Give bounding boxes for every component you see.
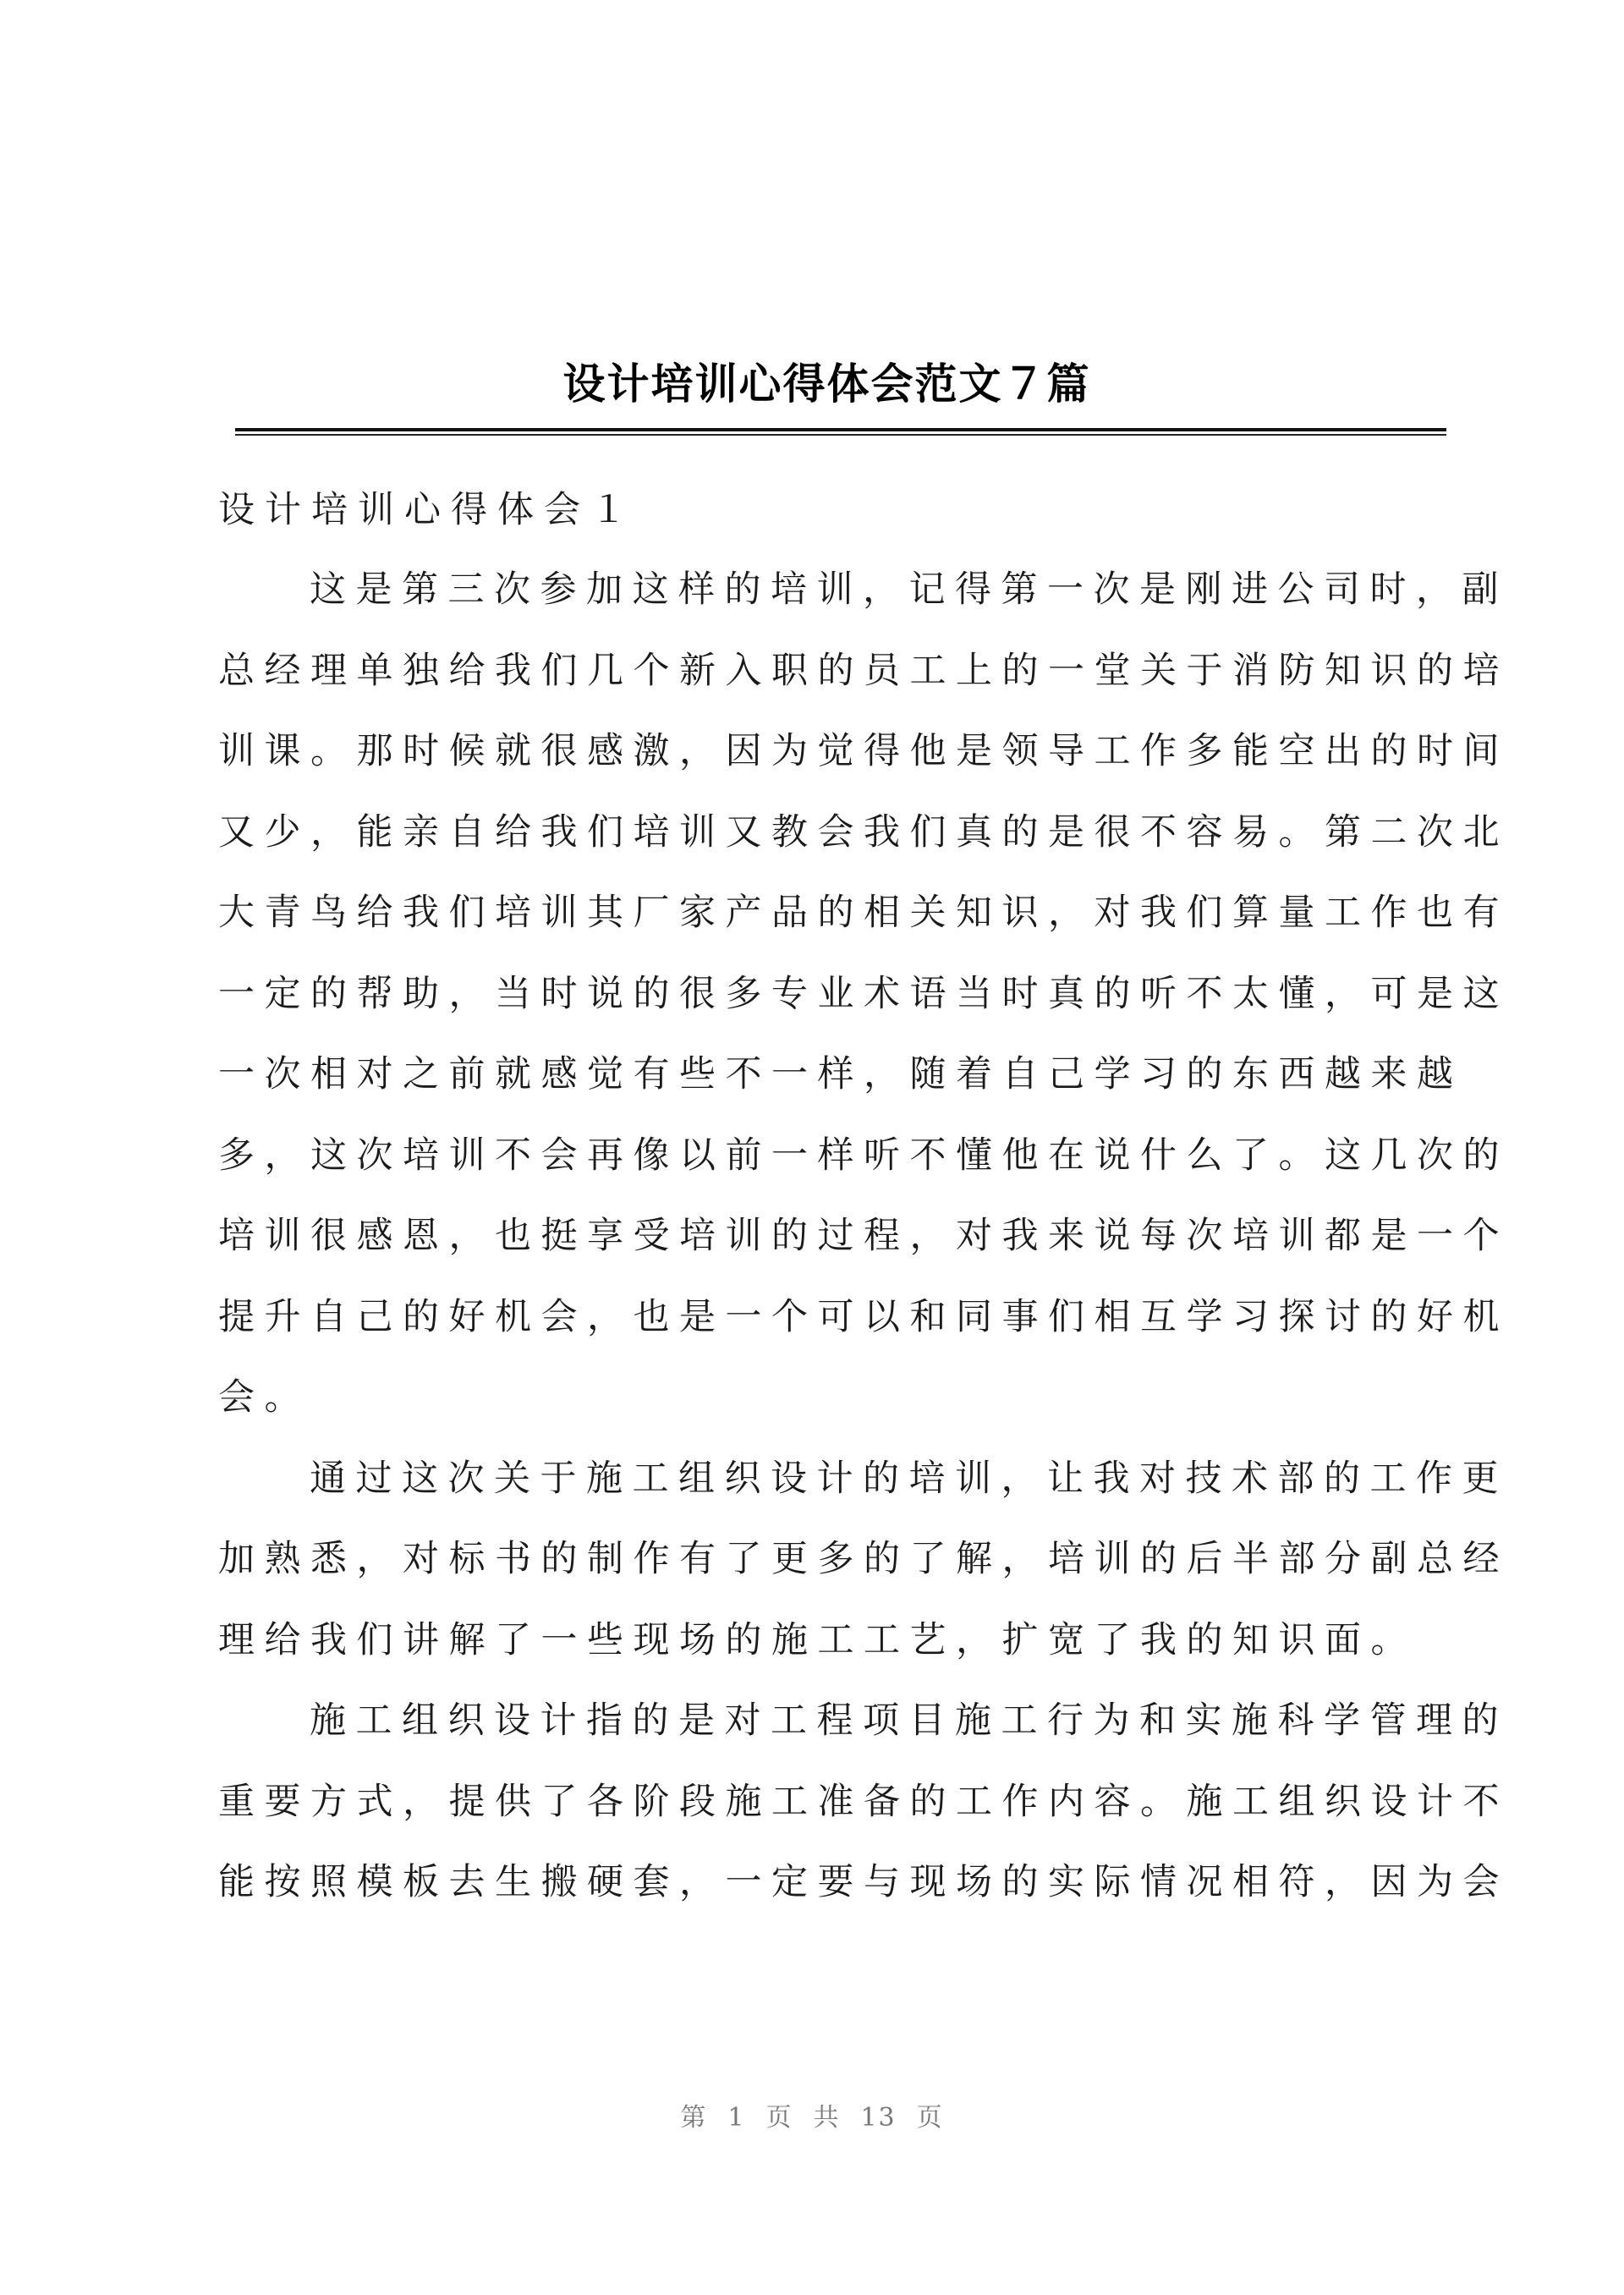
title-double-rule	[235, 428, 1446, 436]
footer-suffix: 页	[916, 2103, 944, 2133]
section-heading: 设计培训心得体会１	[218, 489, 637, 531]
text-line: 这是第三次参加这样的培训，记得第一次是刚进公司时，副	[310, 568, 1508, 611]
text-line: 训课。那时候就很感激，因为觉得他是领导工作多能空出的时间	[218, 730, 1509, 772]
footer-page-word: 页	[765, 2103, 793, 2133]
text-line: 施工组织设计指的是对工程项目施工行为和实施科学管理的	[310, 1699, 1508, 1742]
text-line: 一定的帮助，当时说的很多专业术语当时真的听不太懂，可是这	[218, 972, 1509, 1015]
text-line: 会。	[218, 1376, 310, 1419]
paragraph-3	[218, 1681, 1509, 1924]
text-line: 理给我们讲解了一些现场的施工工艺，扩宽了我的知识面。	[218, 1618, 1417, 1661]
text-line: 总经理单独给我们几个新入职的员工上的一堂关于消防知识的培	[218, 649, 1509, 692]
text-line: 加熟悉，对标书的制作有了更多的了解，培训的后半部分副总经	[218, 1538, 1509, 1580]
text-line: 大青鸟给我们培训其厂家产品的相关知识，对我们算量工作也有	[218, 892, 1509, 934]
footer-total-prefix: 共	[813, 2103, 841, 2133]
text-line: 重要方式，提供了各阶段施工准备的工作内容。施工组织设计不	[218, 1780, 1509, 1823]
text-line: 又少，能亲自给我们培训又教会我们真的是很不容易。第二次北	[218, 810, 1509, 854]
paragraph-1	[218, 550, 1509, 1439]
document-body	[218, 470, 1509, 1924]
document-title: 设计培训心得体会范文７篇	[562, 359, 1091, 409]
paragraph-2	[218, 1439, 1509, 1682]
text-line: 提升自己的好机会，也是一个可以和同事们相互学习探讨的好机	[218, 1295, 1509, 1338]
footer-prefix: 第	[680, 2103, 708, 2133]
page-footer	[0, 2096, 1624, 2133]
footer-total-pages: 13	[860, 2103, 897, 2133]
text-line: 培训很感恩，也挺享受培训的过程，对我来说每次培训都是一个	[218, 1215, 1509, 1257]
text-line: 一次相对之前就感觉有些不一样，随着自己学习的东西越来越	[218, 1053, 1463, 1095]
text-line: 能按照模板去生搬硬套，一定要与现场的实际情况相符，因为会	[218, 1861, 1509, 1903]
text-line: 多，这次培训不会再像以前一样听不懂他在说什么了。这几次的	[218, 1134, 1509, 1177]
text-line: 通过这次关于施工组织设计的培训，让我对技术部的工作更	[310, 1457, 1508, 1500]
footer-current-page: 1	[727, 2103, 746, 2133]
